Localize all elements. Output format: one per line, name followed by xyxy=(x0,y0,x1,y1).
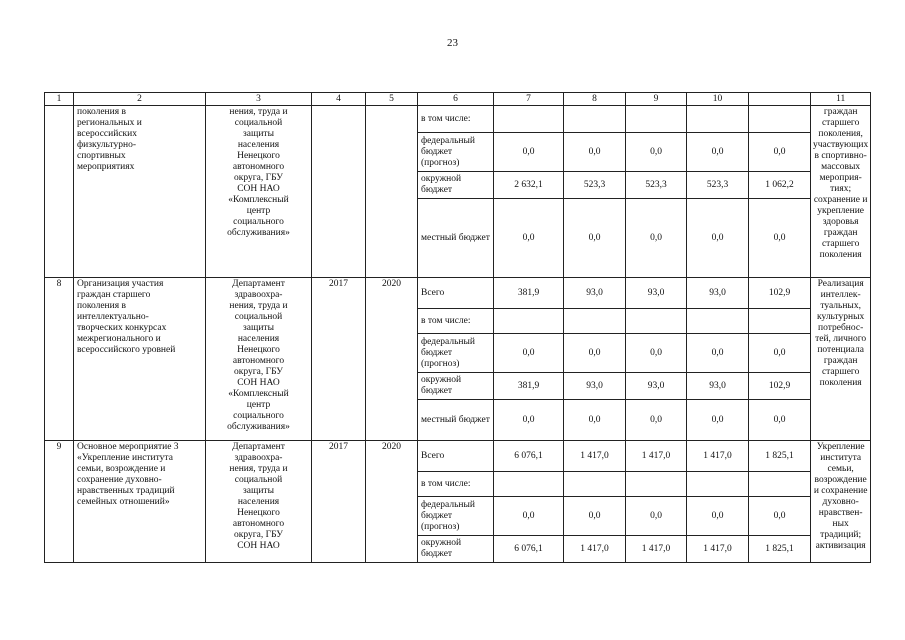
amount-cell: 0,0 xyxy=(687,334,749,373)
source-cell: федеральный бюджет (прогноз) xyxy=(418,334,494,373)
source-cell: окружной бюджет xyxy=(418,373,494,400)
row-number-cell xyxy=(45,106,74,278)
amount-cell: 0,0 xyxy=(687,133,749,172)
amount-cell: 93,0 xyxy=(564,373,626,400)
amount-cell: 93,0 xyxy=(687,373,749,400)
amount-cell: 1 417,0 xyxy=(626,536,687,563)
row-number-cell: 8 xyxy=(45,278,74,441)
amount-cell: 6 076,1 xyxy=(494,441,564,472)
empty-cell xyxy=(626,309,687,334)
table-row xyxy=(45,278,871,309)
column-header: 10 xyxy=(687,93,749,106)
amount-cell: 1 417,0 xyxy=(564,441,626,472)
column-header: 6 xyxy=(418,93,494,106)
start-year-cell: 2017 xyxy=(312,441,366,563)
source-cell: окружной бюджет xyxy=(418,536,494,563)
result-cell: Укрепление института семьи, возрождение и сохранение духовно- нравствен- ных традиций; активизация xyxy=(811,441,871,563)
amount-cell: 0,0 xyxy=(564,133,626,172)
amount-cell: 102,9 xyxy=(749,373,811,400)
activity-name-cell: поколения в региональных и всероссийских физкультурно- спортивных мероприятиях xyxy=(74,106,206,278)
empty-cell xyxy=(494,472,564,497)
amount-cell: 93,0 xyxy=(626,278,687,309)
source-cell: местный бюджет xyxy=(418,400,494,441)
empty-cell xyxy=(749,472,811,497)
source-cell: местный бюджет xyxy=(418,199,494,278)
amount-cell: 0,0 xyxy=(749,400,811,441)
empty-cell xyxy=(749,106,811,133)
column-header: 4 xyxy=(312,93,366,106)
amount-cell: 0,0 xyxy=(564,199,626,278)
amount-cell: 0,0 xyxy=(626,334,687,373)
amount-cell: 1 825,1 xyxy=(749,441,811,472)
amount-cell: 0,0 xyxy=(749,133,811,172)
source-cell: Всего xyxy=(418,278,494,309)
amount-cell: 1 417,0 xyxy=(626,441,687,472)
amount-cell: 381,9 xyxy=(494,373,564,400)
column-header xyxy=(749,93,811,106)
result-cell: Реализация интеллек- туальных, культурных потребнос- тей, личного потенциала граждан старшего поколения xyxy=(811,278,871,441)
amount-cell: 0,0 xyxy=(626,400,687,441)
table-row xyxy=(45,106,871,133)
amount-cell: 1 417,0 xyxy=(564,536,626,563)
empty-cell xyxy=(494,309,564,334)
empty-cell xyxy=(564,472,626,497)
source-cell: в том числе: xyxy=(418,472,494,497)
amount-cell: 93,0 xyxy=(626,373,687,400)
empty-cell xyxy=(564,309,626,334)
amount-cell: 0,0 xyxy=(494,400,564,441)
row-number-cell: 9 xyxy=(45,441,74,563)
amount-cell: 0,0 xyxy=(626,199,687,278)
source-cell: федеральный бюджет (прогноз) xyxy=(418,133,494,172)
amount-cell: 0,0 xyxy=(687,199,749,278)
source-cell: окружной бюджет xyxy=(418,172,494,199)
page-number: 23 xyxy=(447,37,458,49)
column-header: 9 xyxy=(626,93,687,106)
amount-cell: 1 417,0 xyxy=(687,441,749,472)
column-header: 1 xyxy=(45,93,74,106)
header-row xyxy=(45,93,871,106)
amount-cell: 523,3 xyxy=(564,172,626,199)
start-year-cell xyxy=(312,106,366,278)
amount-cell: 0,0 xyxy=(494,497,564,536)
column-header: 11 xyxy=(811,93,871,106)
amount-cell: 93,0 xyxy=(687,278,749,309)
empty-cell xyxy=(564,106,626,133)
amount-cell: 1 825,1 xyxy=(749,536,811,563)
amount-cell: 2 632,1 xyxy=(494,172,564,199)
amount-cell: 0,0 xyxy=(564,400,626,441)
end-year-cell xyxy=(366,106,418,278)
start-year-cell: 2017 xyxy=(312,278,366,441)
amount-cell: 0,0 xyxy=(494,334,564,373)
amount-cell: 6 076,1 xyxy=(494,536,564,563)
amount-cell: 0,0 xyxy=(626,497,687,536)
amount-cell: 1 417,0 xyxy=(687,536,749,563)
amount-cell: 0,0 xyxy=(494,133,564,172)
source-cell: федеральный бюджет (прогноз) xyxy=(418,497,494,536)
amount-cell: 523,3 xyxy=(626,172,687,199)
amount-cell: 0,0 xyxy=(749,199,811,278)
empty-cell xyxy=(687,106,749,133)
activity-name-cell: Основное мероприятие 3 «Укрепление института семьи, возрождение и сохранение духовно- нравственных традиций семейных отношений» xyxy=(74,441,206,563)
amount-cell: 0,0 xyxy=(494,199,564,278)
source-cell: Всего xyxy=(418,441,494,472)
empty-cell xyxy=(687,472,749,497)
column-header: 5 xyxy=(366,93,418,106)
amount-cell: 523,3 xyxy=(687,172,749,199)
amount-cell: 0,0 xyxy=(564,497,626,536)
end-year-cell: 2020 xyxy=(366,278,418,441)
end-year-cell: 2020 xyxy=(366,441,418,563)
source-cell: в том числе: xyxy=(418,309,494,334)
empty-cell xyxy=(687,309,749,334)
amount-cell: 0,0 xyxy=(626,133,687,172)
executor-cell: Департамент здравоохра- нения, труда и социальной защиты населения Ненецкого автономного округа, ГБУ СОН НАО «Комплексный центр социального обслуживания» xyxy=(206,278,312,441)
result-cell: граждан старшего поколения, участвующих в спортивно- массовых мероприя- тиях; сохранение и укрепление здоровья граждан старшего поколения xyxy=(811,106,871,278)
table-row xyxy=(45,441,871,472)
activity-name-cell: Организация участия граждан старшего поколения в интеллектуально- творческих конкурсах межрегионального и всероссийского уровней xyxy=(74,278,206,441)
amount-cell: 93,0 xyxy=(564,278,626,309)
amount-cell: 1 062,2 xyxy=(749,172,811,199)
empty-cell xyxy=(749,309,811,334)
empty-cell xyxy=(494,106,564,133)
amount-cell: 102,9 xyxy=(749,278,811,309)
amount-cell: 0,0 xyxy=(687,400,749,441)
amount-cell: 0,0 xyxy=(687,497,749,536)
column-header: 8 xyxy=(564,93,626,106)
column-header: 3 xyxy=(206,93,312,106)
source-cell: в том числе: xyxy=(418,106,494,133)
budget-table xyxy=(44,92,871,563)
empty-cell xyxy=(626,106,687,133)
executor-cell: нения, труда и социальной защиты населения Ненецкого автономного округа, ГБУ СОН НАО «Комплексный центр социального обслуживания» xyxy=(206,106,312,278)
column-header: 7 xyxy=(494,93,564,106)
column-header: 2 xyxy=(74,93,206,106)
executor-cell: Департамент здравоохра- нения, труда и социальной защиты населения Ненецкого автономного округа, ГБУ СОН НАО xyxy=(206,441,312,563)
amount-cell: 0,0 xyxy=(564,334,626,373)
empty-cell xyxy=(626,472,687,497)
amount-cell: 0,0 xyxy=(749,497,811,536)
amount-cell: 0,0 xyxy=(749,334,811,373)
amount-cell: 381,9 xyxy=(494,278,564,309)
